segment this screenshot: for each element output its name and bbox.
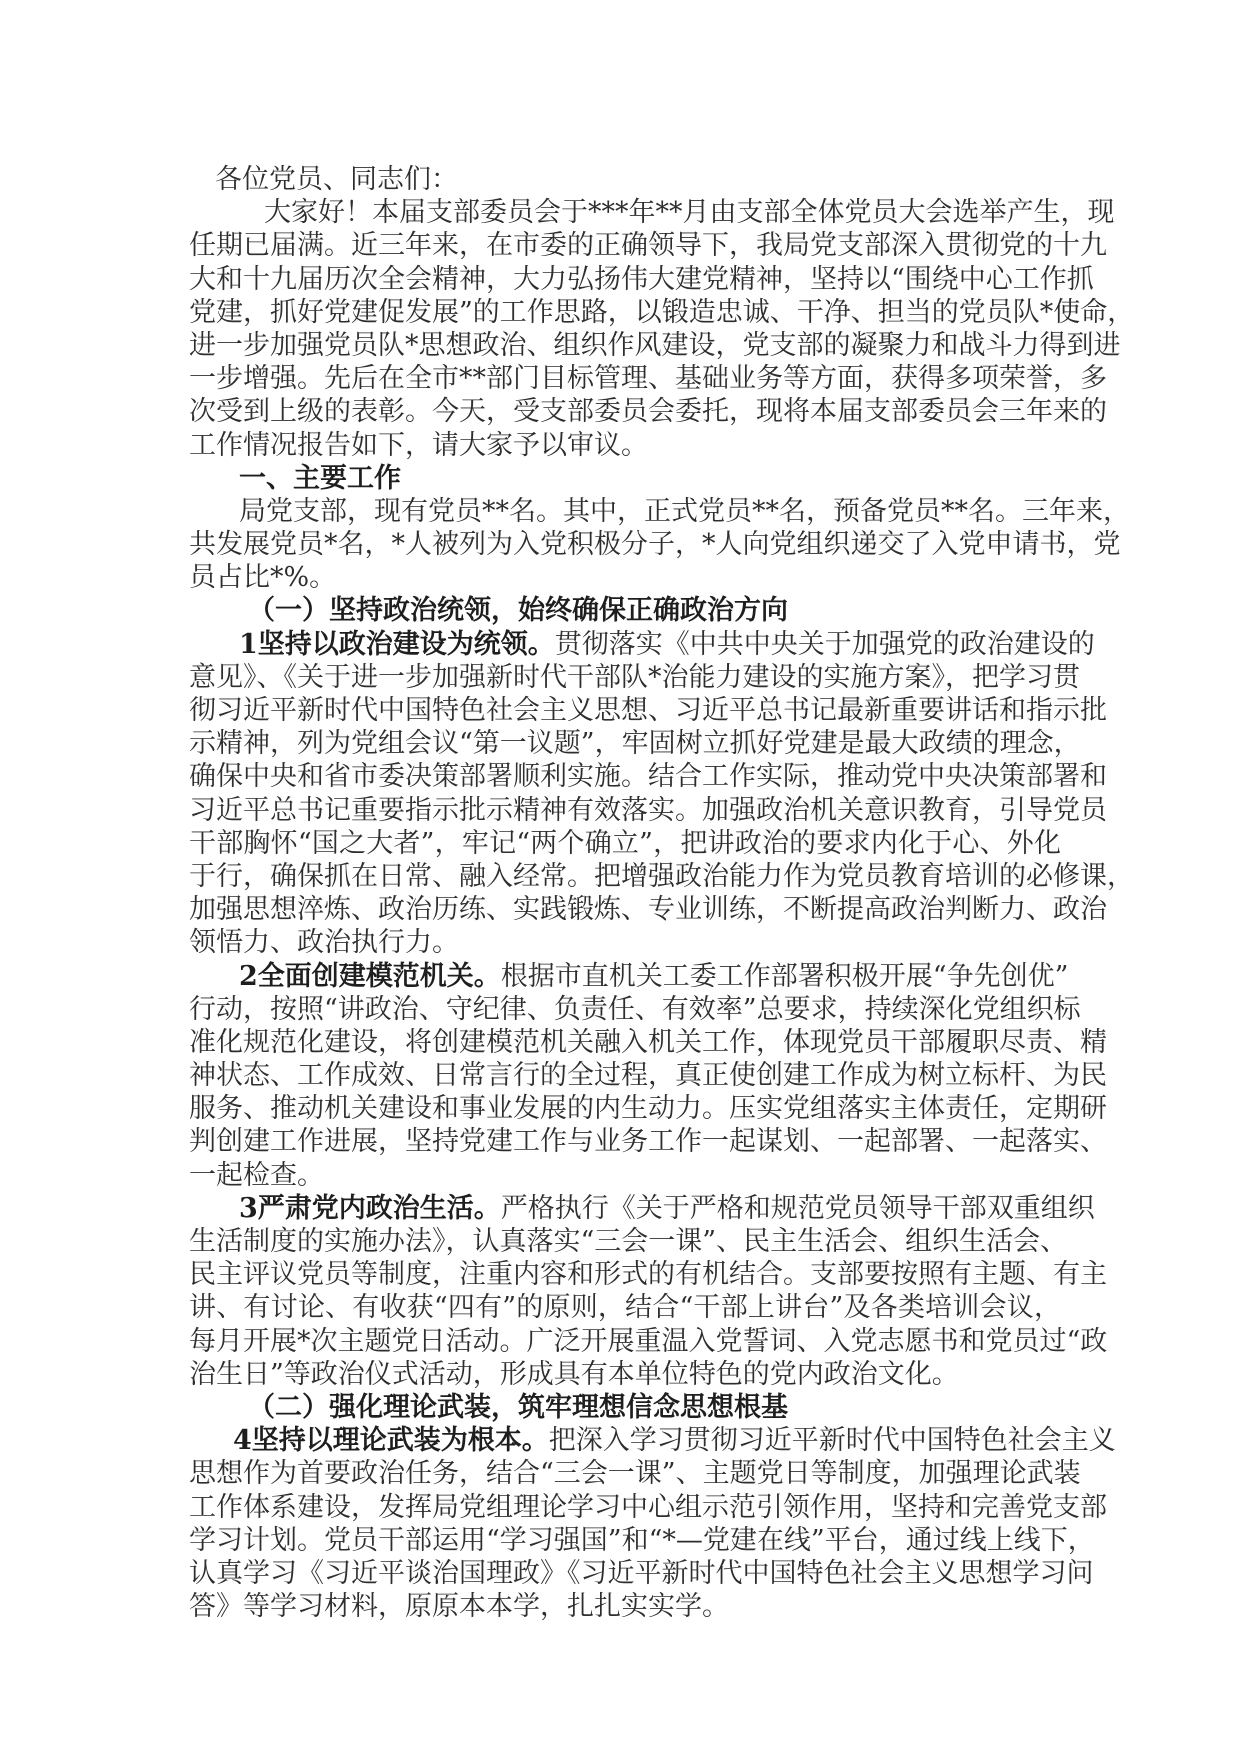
text-line <box>189 1192 1095 1225</box>
text-line <box>189 296 1135 329</box>
line-text: 一步增强。先后在全市**部门目标管理、基础业务等方面，获得多项荣誉，多 <box>189 363 1107 395</box>
text-line <box>189 561 1061 594</box>
text-line <box>189 1424 1116 1457</box>
line-text: 行动，按照“讲政治、守纪律、负责任、有效率”总要求，持续深化党组织标 <box>189 993 1081 1025</box>
section-heading <box>189 462 1061 495</box>
item-title: 4坚持以理论武装为根本。 <box>233 1425 549 1457</box>
line-text: 党建，抓好党建促发展”的工作思路，以锻造忠诚、干净、担当的党员队*使命， <box>189 296 1135 328</box>
line-text: 神状态、工作成效、日常言行的全过程，真正使创建工作成为树立标杆、为民 <box>189 1060 1107 1092</box>
line-text: 每月开展*次主题党日活动。广泛开展重温入党誓词、入党志愿书和党员过“政 <box>189 1325 1108 1357</box>
text-line <box>189 362 1107 395</box>
line-text: 把深入学习贯彻习近平新时代中国特色社会主义 <box>548 1425 1116 1457</box>
line-text: 认真学习《习近平谈治国理政》《习近平新时代中国特色社会主义思想学习问 <box>189 1557 1094 1589</box>
item-title: 2全面创建模范机关。 <box>239 960 501 992</box>
text-line <box>189 727 1081 760</box>
text-line <box>189 1026 1107 1059</box>
text-line <box>189 960 1069 993</box>
line-text: 生活制度的实施办法》，认真落实“三会一课”、民主生活会、组织生活会、 <box>189 1226 1068 1257</box>
text-line <box>189 395 1107 428</box>
text-line <box>189 429 1061 462</box>
line-text: 员占比*%。 <box>189 562 337 594</box>
text-line <box>189 196 1115 229</box>
text-line <box>189 1159 1061 1192</box>
text-line <box>189 1491 1107 1524</box>
line-text: 局党支部，现有党员**名。其中，正式党员**名，预备党员**名。三年来， <box>239 495 1130 527</box>
line-text: 领悟力、政治执行力。 <box>189 927 459 959</box>
text-line <box>189 1291 1061 1324</box>
text-line <box>189 229 1107 262</box>
text-line <box>189 827 1061 860</box>
line-text: 工作情况报告如下，请大家予以审议。 <box>189 429 648 461</box>
line-text: 答》等学习材料，原原本本学，扎扎实实学。 <box>189 1591 729 1623</box>
text-line <box>189 1092 1107 1125</box>
line-text: 次受到上级的表彰。今天，受支部委员会委托，现将本届支部委员会三年来的 <box>189 396 1107 428</box>
line-text: 大家好！本届支部委员会于***年**月由支部全体党员大会选举产生，现 <box>264 197 1115 229</box>
line-text: 准化规范化建设，将创建模范机关融入机关工作，体现党员干部履职尽责、精 <box>189 1026 1107 1058</box>
text-line <box>189 1225 1068 1258</box>
line-text: 民主评议党员等制度，注重内容和形式的有机结合。支部要按照有主题、有主 <box>189 1259 1107 1291</box>
line-text: 各位党员、同志们： <box>215 164 458 195</box>
line-text: 于行，确保抓在日常、融入经常。把增强政治能力作为党员教育培训的必修课， <box>189 860 1134 892</box>
line-text: （一）坚持政治统领，始终确保正确政治方向 <box>248 595 788 627</box>
line-text: 治生日”等政治仪式活动，形成具有本单位特色的党内政治文化。 <box>189 1358 959 1390</box>
line-text: 一起检查。 <box>189 1159 324 1191</box>
item-title: 1坚持以政治建设为统领。 <box>239 628 555 660</box>
line-text: 意见》、《关于进一步加强新时代干部队*治能力建设的实施方案》，把学习贯 <box>189 661 1080 693</box>
text-line <box>189 528 1121 561</box>
text-line <box>189 329 1121 362</box>
item-title: 3严肃党内政治生活。 <box>239 1192 501 1224</box>
line-text: （二）强化理论武装，筑牢理想信念思想根基 <box>248 1391 788 1423</box>
text-line <box>189 495 1130 528</box>
text-line <box>189 893 1107 926</box>
text-line <box>189 1457 1081 1490</box>
line-text: 示精神，列为党组会议“第一议题”，牢固树立抓好党建是最大政绩的理念， <box>189 728 1081 760</box>
line-text: 习近平总书记重要指示批示精神有效落实。加强政治机关意识教育，引导党员 <box>189 794 1107 826</box>
line-text: 共发展党员*名，*人被列为入党积极分子，*人向党组织递交了入党申请书，党 <box>189 529 1121 561</box>
text-line <box>189 1258 1107 1291</box>
line-text: 思想作为首要政治任务，结合“三会一课”、主题党日等制度，加强理论武装 <box>189 1458 1081 1490</box>
text-line <box>189 1358 1061 1391</box>
line-text: 进一步加强党员队*思想政治、组织作风建设，党支部的凝聚力和战斗力得到进 <box>189 329 1121 361</box>
text-line <box>189 1325 1108 1358</box>
text-line <box>189 1125 1107 1158</box>
line-text: 彻习近平新时代中国特色社会主义思想、习近平总书记最新重要讲话和指示批 <box>189 695 1107 726</box>
line-text: 确保中央和省市委决策部署顺利实施。结合工作实际，推动党中央决策部署和 <box>189 761 1107 793</box>
line-text: 大和十九届历次全会精神，大力弘扬伟大建党精神，坚持以“围绕中心工作抓 <box>189 263 1094 295</box>
text-line <box>189 1557 1094 1590</box>
text-line <box>189 661 1080 694</box>
line-text: 判创建工作进展，坚持党建工作与业务工作一起谋划、一起部署、一起落实、 <box>189 1126 1107 1158</box>
text-line <box>189 628 1095 661</box>
text-line <box>189 263 1094 296</box>
line-text: 服务、推动机关建设和事业发展的内生动力。压实党组落实主体责任，定期研 <box>189 1093 1107 1125</box>
text-line <box>189 760 1107 793</box>
text-line <box>189 1590 1061 1623</box>
line-text: 加强思想淬炼、政治历练、实践锻炼、专业训练，不断提高政治判断力、政治 <box>189 894 1107 926</box>
text-line <box>189 926 1061 959</box>
line-text: 一、主要工作 <box>239 462 401 494</box>
line-text: 根据市直机关工委工作部署积极开展“争先创优” <box>500 960 1069 992</box>
text-line <box>189 794 1107 827</box>
document-body <box>189 163 1135 1623</box>
line-text: 学习计划。党员干部运用“学习强国”和“*—党建在线”平台，通过线上线下， <box>189 1524 1095 1556</box>
text-line <box>189 993 1081 1026</box>
line-text: 讲、有讨论、有收获“四有”的原则，结合“干部上讲台”及各类培训会议， <box>189 1292 1061 1324</box>
section-heading <box>189 1391 1061 1424</box>
line-text: 任期已届满。近三年来，在市委的正确领导下，我局党支部深入贯彻党的十九 <box>189 230 1107 262</box>
line-text: 干部胸怀“国之大者”，牢记“两个确立”，把讲政治的要求内化于心、外化 <box>189 827 1061 859</box>
text-line <box>189 694 1107 727</box>
text-line <box>189 860 1134 893</box>
text-line <box>189 1059 1107 1092</box>
line-text: 贯彻落实《中共中央关于加强党的政治建设的 <box>554 628 1095 660</box>
text-line <box>189 163 1061 196</box>
section-heading <box>189 594 1061 627</box>
line-text: 工作体系建设，发挥局党组理论学习中心组示范引领作用，坚持和完善党支部 <box>189 1491 1107 1523</box>
text-line <box>189 1524 1095 1557</box>
line-text: 严格执行《关于严格和规范党员领导干部双重组织 <box>500 1192 1095 1224</box>
